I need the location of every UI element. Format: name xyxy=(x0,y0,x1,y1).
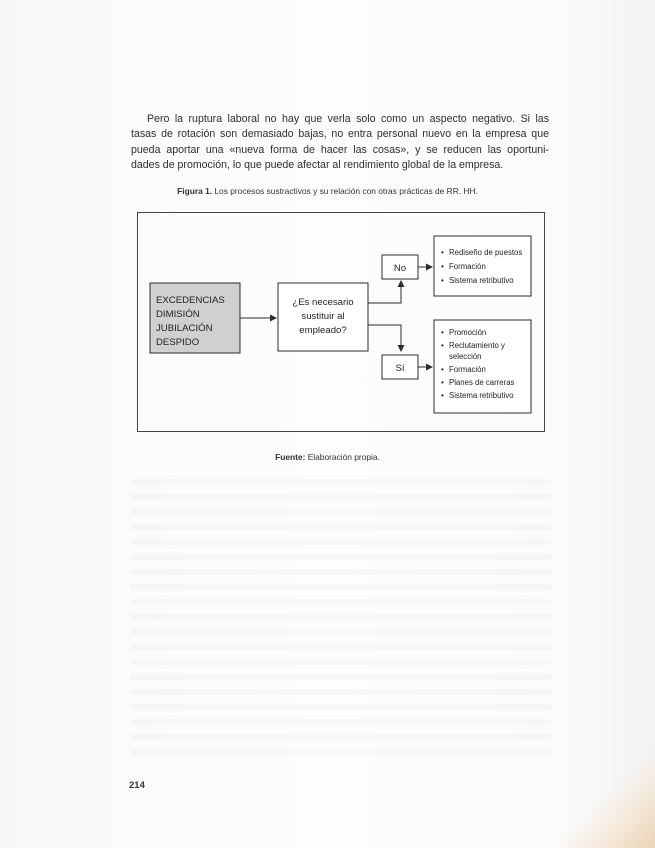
cause-label: DESPIDO xyxy=(156,337,200,348)
no-label: No xyxy=(393,263,407,274)
paragraph-line: tasas de rotación son demasiado bajas, no entra personal nuevo en la empresa que xyxy=(131,128,549,141)
bullet-icon: • xyxy=(441,365,444,374)
arrow-to-no xyxy=(368,281,401,303)
source-text: Elaboración propia. xyxy=(307,452,380,462)
source-label: Fuente: xyxy=(275,452,306,462)
bullet-icon: • xyxy=(441,262,444,271)
bullet-icon: • xyxy=(441,276,444,285)
flowchart-diagram xyxy=(138,213,546,433)
si-outcome-item: Promoción xyxy=(449,328,487,337)
figure-caption xyxy=(0,186,655,196)
paragraph-line: Pero la ruptura laboral no hay que verla solo como un aspecto negativo. Si las xyxy=(147,113,549,125)
si-outcome-item-cont: selección xyxy=(449,352,482,361)
question-line: ¿Es necesario xyxy=(292,297,354,308)
no-outcome-item: Sistema retributivo xyxy=(449,276,514,285)
cause-label: JUBILACIÓN xyxy=(156,323,213,334)
bullet-icon: • xyxy=(441,378,444,387)
no-outcome-item: Formación xyxy=(449,262,486,271)
cause-label: DIMISIÓN xyxy=(156,309,200,320)
si-outcome-item: Reclutamiento y xyxy=(449,341,505,350)
flowchart-figure xyxy=(137,212,545,432)
paragraph-line: pueda aportar una «nueva forma de hacer las cosas», y se reducen las oportuni- xyxy=(131,143,549,156)
bleed-through-texture xyxy=(131,470,551,760)
figure-label: Figura 1. xyxy=(177,186,213,196)
bullet-icon: • xyxy=(441,341,444,350)
si-label: Sí xyxy=(395,363,405,374)
si-outcome-item: Formación xyxy=(449,365,486,374)
bullet-icon: • xyxy=(441,248,444,257)
bullet-icon: • xyxy=(441,391,444,400)
no-outcome-item: Rediseño de puestos xyxy=(449,248,523,257)
body-paragraph xyxy=(131,112,549,174)
question-line: empleado? xyxy=(299,325,347,336)
question-line: sustituir al xyxy=(301,311,345,322)
arrow-to-si xyxy=(368,325,401,351)
bullet-icon: • xyxy=(441,328,444,337)
cause-label: EXCEDENCIAS xyxy=(156,295,225,306)
paragraph-line: dades de promoción, lo que puede afectar al rendimiento global de la empresa. xyxy=(131,159,504,172)
si-outcome-item: Sistema retributivo xyxy=(449,391,514,400)
page-number: 214 xyxy=(129,780,145,791)
si-outcome-item: Planes de carreras xyxy=(449,378,515,387)
figure-caption-text: Los procesos sustractivos y su relación con otras prácticas de RR. HH. xyxy=(214,186,478,196)
figure-source xyxy=(0,452,655,462)
